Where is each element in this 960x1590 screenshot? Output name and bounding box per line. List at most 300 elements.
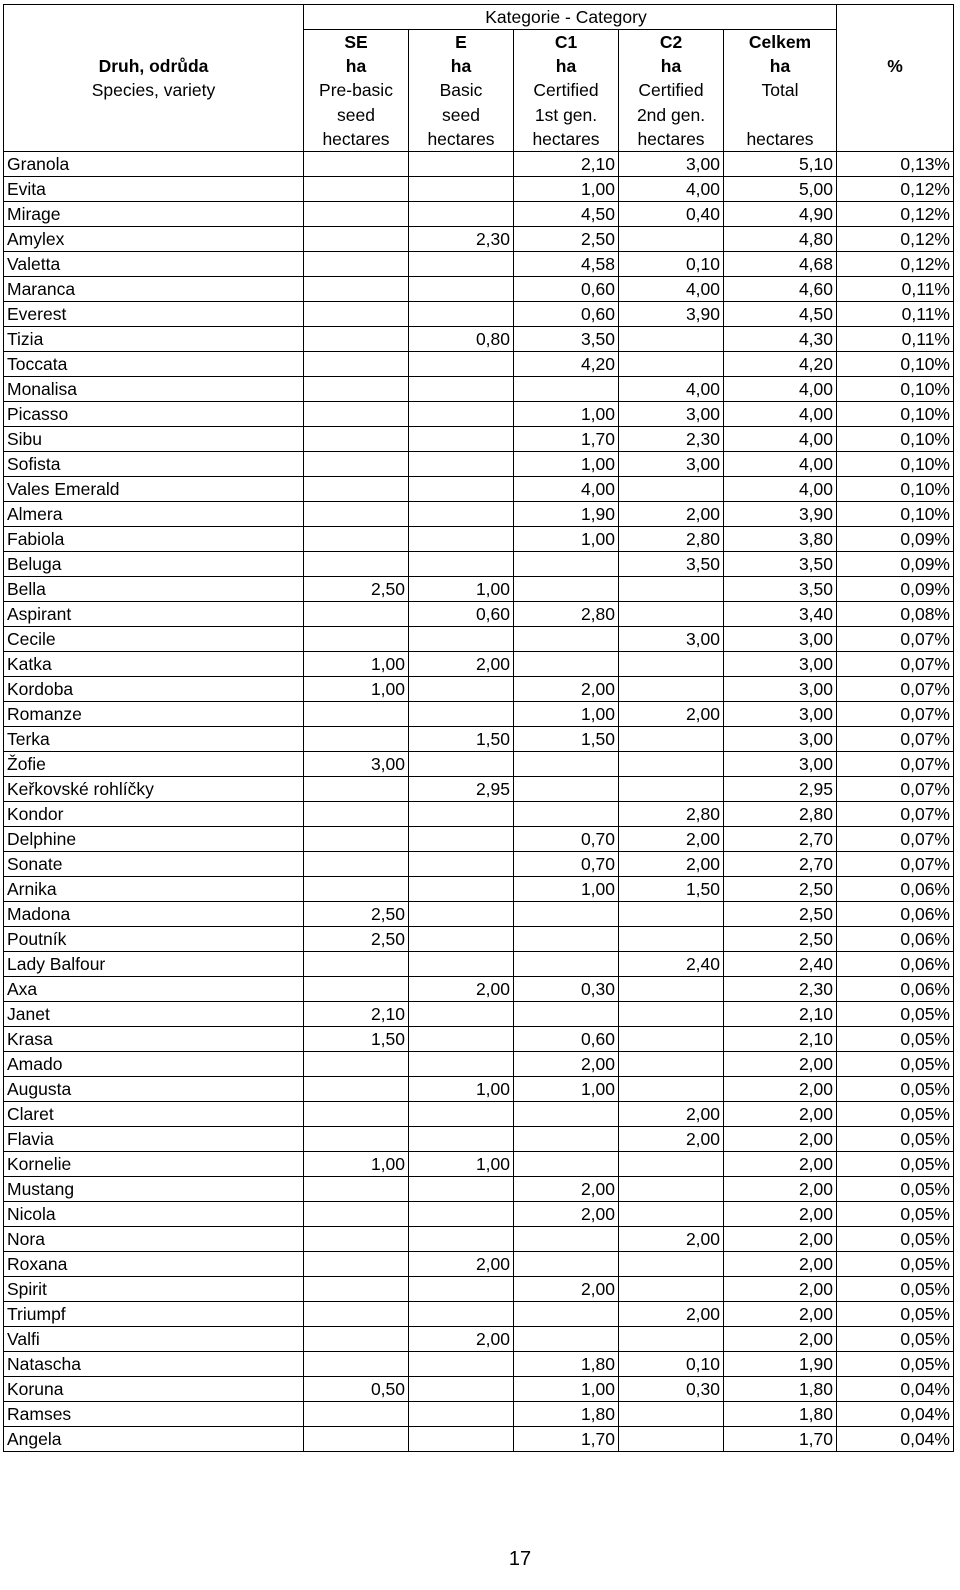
e-value bbox=[409, 1376, 514, 1401]
se-value: 2,50 bbox=[304, 926, 409, 951]
c2-value bbox=[619, 726, 724, 751]
percent-value: 0,06% bbox=[837, 976, 954, 1001]
percent-value: 0,07% bbox=[837, 751, 954, 776]
se-value: 1,50 bbox=[304, 1026, 409, 1051]
table-row bbox=[4, 251, 954, 276]
variety-name: Mustang bbox=[4, 1176, 304, 1201]
percent-value: 0,12% bbox=[837, 251, 954, 276]
c1-value: 1,00 bbox=[514, 176, 619, 201]
se-value bbox=[304, 276, 409, 301]
table-row bbox=[4, 1226, 954, 1251]
header-corner bbox=[4, 5, 304, 30]
table-row bbox=[4, 1126, 954, 1151]
e-value bbox=[409, 176, 514, 201]
se-value bbox=[304, 351, 409, 376]
total-value: 2,00 bbox=[724, 1176, 837, 1201]
e-value bbox=[409, 251, 514, 276]
total-value: 4,80 bbox=[724, 226, 837, 251]
table-row bbox=[4, 951, 954, 976]
e-value bbox=[409, 301, 514, 326]
total-value: 3,50 bbox=[724, 551, 837, 576]
variety-name: Janet bbox=[4, 1001, 304, 1026]
variety-name: Ramses bbox=[4, 1401, 304, 1426]
total-value: 2,00 bbox=[724, 1051, 837, 1076]
percent-value: 0,07% bbox=[837, 801, 954, 826]
c2-value: 2,00 bbox=[619, 1301, 724, 1326]
percent-value: 0,11% bbox=[837, 276, 954, 301]
variety-name: Valfi bbox=[4, 1326, 304, 1351]
percent-value: 0,05% bbox=[837, 1101, 954, 1126]
percent-value: 0,07% bbox=[837, 701, 954, 726]
table-row bbox=[4, 1251, 954, 1276]
se-value bbox=[304, 1401, 409, 1426]
total-value: 4,00 bbox=[724, 426, 837, 451]
c2-value: 2,00 bbox=[619, 701, 724, 726]
table-row bbox=[4, 1301, 954, 1326]
se-value bbox=[304, 301, 409, 326]
e-value bbox=[409, 1401, 514, 1426]
c1-value bbox=[514, 1301, 619, 1326]
c1-value bbox=[514, 776, 619, 801]
c1-value bbox=[514, 1226, 619, 1251]
e-value bbox=[409, 276, 514, 301]
hectares-c1: hectares bbox=[514, 127, 619, 152]
e-value bbox=[409, 1301, 514, 1326]
c2-value: 2,00 bbox=[619, 1226, 724, 1251]
e-value bbox=[409, 351, 514, 376]
variety-name: Evita bbox=[4, 176, 304, 201]
se-value: 1,00 bbox=[304, 676, 409, 701]
percent-value: 0,10% bbox=[837, 451, 954, 476]
percent-value: 0,10% bbox=[837, 401, 954, 426]
variety-name: Picasso bbox=[4, 401, 304, 426]
c2-value: 0,10 bbox=[619, 1351, 724, 1376]
variety-name: Toccata bbox=[4, 351, 304, 376]
percent-value: 0,05% bbox=[837, 1126, 954, 1151]
desc-c1: Certified bbox=[514, 78, 619, 102]
c1-value: 0,60 bbox=[514, 1026, 619, 1051]
table-row bbox=[4, 1401, 954, 1426]
variety-name: Krasa bbox=[4, 1026, 304, 1051]
se-value bbox=[304, 476, 409, 501]
e-value bbox=[409, 751, 514, 776]
total-value: 2,00 bbox=[724, 1326, 837, 1351]
variety-name: Kordoba bbox=[4, 676, 304, 701]
c1-value: 2,00 bbox=[514, 1051, 619, 1076]
variety-name: Lady Balfour bbox=[4, 951, 304, 976]
table-row bbox=[4, 1176, 954, 1201]
e-value bbox=[409, 851, 514, 876]
total-value: 4,90 bbox=[724, 201, 837, 226]
c2-value bbox=[619, 1251, 724, 1276]
c2-value: 2,80 bbox=[619, 526, 724, 551]
c2-value bbox=[619, 326, 724, 351]
percent-value: 0,10% bbox=[837, 476, 954, 501]
desc2-se: seed bbox=[304, 103, 409, 127]
percent-value: 0,06% bbox=[837, 901, 954, 926]
e-value bbox=[409, 1351, 514, 1376]
se-value bbox=[304, 526, 409, 551]
e-value bbox=[409, 201, 514, 226]
code-c1: C1 bbox=[514, 30, 619, 55]
percent-value: 0,06% bbox=[837, 951, 954, 976]
se-value bbox=[304, 1051, 409, 1076]
percent-value: 0,05% bbox=[837, 1301, 954, 1326]
variety-name: Žofie bbox=[4, 751, 304, 776]
table-row bbox=[4, 826, 954, 851]
se-value: 1,00 bbox=[304, 1151, 409, 1176]
total-value: 3,00 bbox=[724, 701, 837, 726]
se-value bbox=[304, 1201, 409, 1226]
total-value: 1,70 bbox=[724, 1426, 837, 1451]
c1-value: 2,10 bbox=[514, 151, 619, 176]
table-row bbox=[4, 651, 954, 676]
table-row bbox=[4, 676, 954, 701]
variety-name: Arnika bbox=[4, 876, 304, 901]
table-row bbox=[4, 276, 954, 301]
se-value bbox=[304, 1276, 409, 1301]
total-value: 2,00 bbox=[724, 1126, 837, 1151]
table-row bbox=[4, 1276, 954, 1301]
se-value bbox=[304, 151, 409, 176]
table-row bbox=[4, 751, 954, 776]
c2-value bbox=[619, 1401, 724, 1426]
total-value: 2,50 bbox=[724, 901, 837, 926]
variety-name: Everest bbox=[4, 301, 304, 326]
c2-value bbox=[619, 1076, 724, 1101]
c1-value: 1,50 bbox=[514, 726, 619, 751]
percent-value: 0,07% bbox=[837, 776, 954, 801]
c2-value bbox=[619, 776, 724, 801]
total-value: 2,00 bbox=[724, 1101, 837, 1126]
c2-value: 3,00 bbox=[619, 626, 724, 651]
se-value bbox=[304, 1326, 409, 1351]
c1-value: 0,70 bbox=[514, 851, 619, 876]
c2-value: 2,00 bbox=[619, 501, 724, 526]
c1-value: 4,50 bbox=[514, 201, 619, 226]
c1-value: 1,00 bbox=[514, 401, 619, 426]
c2-value bbox=[619, 751, 724, 776]
c1-value bbox=[514, 376, 619, 401]
table-row bbox=[4, 926, 954, 951]
code-c2: C2 bbox=[619, 30, 724, 55]
c1-value: 1,00 bbox=[514, 701, 619, 726]
table-row bbox=[4, 1326, 954, 1351]
se-value bbox=[304, 376, 409, 401]
table-row bbox=[4, 326, 954, 351]
e-value bbox=[409, 901, 514, 926]
e-value: 1,50 bbox=[409, 726, 514, 751]
table-row bbox=[4, 476, 954, 501]
variety-name: Koruna bbox=[4, 1376, 304, 1401]
se-value bbox=[304, 176, 409, 201]
percent-value: 0,07% bbox=[837, 851, 954, 876]
e-value bbox=[409, 401, 514, 426]
table-body bbox=[4, 151, 954, 1451]
code-total: Celkem bbox=[724, 30, 837, 55]
variety-name: Kondor bbox=[4, 801, 304, 826]
percent-value: 0,12% bbox=[837, 226, 954, 251]
total-value: 4,68 bbox=[724, 251, 837, 276]
percent-value: 0,09% bbox=[837, 551, 954, 576]
se-value bbox=[304, 851, 409, 876]
variety-name: Amylex bbox=[4, 226, 304, 251]
e-value bbox=[409, 951, 514, 976]
total-value: 5,10 bbox=[724, 151, 837, 176]
se-value bbox=[304, 826, 409, 851]
variety-name: Beluga bbox=[4, 551, 304, 576]
code-e: E bbox=[409, 30, 514, 55]
percent-value: 0,13% bbox=[837, 151, 954, 176]
table-row bbox=[4, 1376, 954, 1401]
table-row bbox=[4, 1001, 954, 1026]
percent-value: 0,05% bbox=[837, 1276, 954, 1301]
c2-value: 2,00 bbox=[619, 826, 724, 851]
total-value: 5,00 bbox=[724, 176, 837, 201]
c1-value: 0,60 bbox=[514, 276, 619, 301]
total-value: 3,40 bbox=[724, 601, 837, 626]
se-value: 1,00 bbox=[304, 651, 409, 676]
c1-value bbox=[514, 1151, 619, 1176]
variety-name: Granola bbox=[4, 151, 304, 176]
variety-name: Tizia bbox=[4, 326, 304, 351]
desc2-e: seed bbox=[409, 103, 514, 127]
total-value: 4,00 bbox=[724, 476, 837, 501]
total-value: 2,00 bbox=[724, 1301, 837, 1326]
se-value bbox=[304, 401, 409, 426]
c1-value bbox=[514, 951, 619, 976]
table-row bbox=[4, 626, 954, 651]
code-se: SE bbox=[304, 30, 409, 55]
c2-value bbox=[619, 1151, 724, 1176]
total-value: 2,00 bbox=[724, 1226, 837, 1251]
se-value bbox=[304, 1251, 409, 1276]
table-row bbox=[4, 1101, 954, 1126]
variety-name: Sonate bbox=[4, 851, 304, 876]
c1-value bbox=[514, 901, 619, 926]
variety-name: Vales Emerald bbox=[4, 476, 304, 501]
species-label-cz: Druh, odrůda bbox=[4, 54, 304, 78]
c1-value: 4,00 bbox=[514, 476, 619, 501]
se-value: 2,50 bbox=[304, 576, 409, 601]
c1-value bbox=[514, 801, 619, 826]
e-value bbox=[409, 876, 514, 901]
percent-value: 0,04% bbox=[837, 1376, 954, 1401]
c1-value bbox=[514, 626, 619, 651]
e-value bbox=[409, 676, 514, 701]
c1-value: 0,60 bbox=[514, 301, 619, 326]
se-value: 2,50 bbox=[304, 901, 409, 926]
percent-value: 0,05% bbox=[837, 1076, 954, 1101]
c1-value: 2,00 bbox=[514, 676, 619, 701]
total-value: 4,60 bbox=[724, 276, 837, 301]
e-value bbox=[409, 801, 514, 826]
percent-value: 0,10% bbox=[837, 501, 954, 526]
e-value bbox=[409, 1426, 514, 1451]
c2-value: 0,40 bbox=[619, 201, 724, 226]
total-value: 2,40 bbox=[724, 951, 837, 976]
c2-value: 2,00 bbox=[619, 1101, 724, 1126]
se-value bbox=[304, 1076, 409, 1101]
c2-value: 1,50 bbox=[619, 876, 724, 901]
table-row bbox=[4, 451, 954, 476]
percent-value: 0,09% bbox=[837, 526, 954, 551]
se-value bbox=[304, 1351, 409, 1376]
table-row bbox=[4, 576, 954, 601]
percent-value: 0,10% bbox=[837, 351, 954, 376]
total-value: 2,10 bbox=[724, 1001, 837, 1026]
total-value: 1,80 bbox=[724, 1376, 837, 1401]
se-value bbox=[304, 1301, 409, 1326]
table-row bbox=[4, 201, 954, 226]
e-value bbox=[409, 1026, 514, 1051]
se-value bbox=[304, 626, 409, 651]
total-value: 3,00 bbox=[724, 726, 837, 751]
e-value bbox=[409, 626, 514, 651]
variety-name: Spirit bbox=[4, 1276, 304, 1301]
percent-header: % bbox=[837, 54, 954, 78]
variety-name: Almera bbox=[4, 501, 304, 526]
c2-value: 4,00 bbox=[619, 176, 724, 201]
c2-value bbox=[619, 1276, 724, 1301]
table-row bbox=[4, 551, 954, 576]
c1-value: 2,00 bbox=[514, 1276, 619, 1301]
c2-value bbox=[619, 1326, 724, 1351]
se-value bbox=[304, 1426, 409, 1451]
percent-value: 0,09% bbox=[837, 576, 954, 601]
percent-value: 0,06% bbox=[837, 876, 954, 901]
total-value: 2,10 bbox=[724, 1026, 837, 1051]
table-row bbox=[4, 151, 954, 176]
variety-name: Romanze bbox=[4, 701, 304, 726]
c1-value: 4,58 bbox=[514, 251, 619, 276]
e-value bbox=[409, 1101, 514, 1126]
c2-value bbox=[619, 901, 724, 926]
c2-value: 2,00 bbox=[619, 1126, 724, 1151]
se-value bbox=[304, 251, 409, 276]
percent-value: 0,05% bbox=[837, 1026, 954, 1051]
table-row bbox=[4, 1076, 954, 1101]
se-value bbox=[304, 451, 409, 476]
c1-value bbox=[514, 651, 619, 676]
c1-value: 0,30 bbox=[514, 976, 619, 1001]
c1-value: 1,00 bbox=[514, 451, 619, 476]
table-row bbox=[4, 1426, 954, 1451]
percent-value: 0,10% bbox=[837, 426, 954, 451]
e-value: 2,30 bbox=[409, 226, 514, 251]
c1-value bbox=[514, 926, 619, 951]
e-value bbox=[409, 451, 514, 476]
total-value: 2,80 bbox=[724, 801, 837, 826]
e-value: 2,00 bbox=[409, 651, 514, 676]
se-value bbox=[304, 601, 409, 626]
variety-name: Aspirant bbox=[4, 601, 304, 626]
e-value bbox=[409, 1176, 514, 1201]
percent-value: 0,07% bbox=[837, 651, 954, 676]
se-value bbox=[304, 701, 409, 726]
table-row bbox=[4, 726, 954, 751]
desc2-c2: 2nd gen. bbox=[619, 103, 724, 127]
species-label-en: Species, variety bbox=[4, 78, 304, 102]
percent-value: 0,05% bbox=[837, 1001, 954, 1026]
unit-total: ha bbox=[724, 54, 837, 78]
c2-value: 3,00 bbox=[619, 151, 724, 176]
variety-name: Nora bbox=[4, 1226, 304, 1251]
variety-name: Roxana bbox=[4, 1251, 304, 1276]
se-value bbox=[304, 976, 409, 1001]
se-value: 3,00 bbox=[304, 751, 409, 776]
e-value bbox=[409, 551, 514, 576]
table-row bbox=[4, 901, 954, 926]
percent-value: 0,05% bbox=[837, 1251, 954, 1276]
table-row bbox=[4, 176, 954, 201]
e-value: 0,80 bbox=[409, 326, 514, 351]
variety-name: Mirage bbox=[4, 201, 304, 226]
total-value: 3,80 bbox=[724, 526, 837, 551]
total-value: 3,90 bbox=[724, 501, 837, 526]
c1-value: 0,70 bbox=[514, 826, 619, 851]
variety-name: Delphine bbox=[4, 826, 304, 851]
c2-value: 0,30 bbox=[619, 1376, 724, 1401]
c2-value bbox=[619, 476, 724, 501]
percent-value: 0,08% bbox=[837, 601, 954, 626]
table-row bbox=[4, 876, 954, 901]
e-value bbox=[409, 1126, 514, 1151]
variety-name: Valetta bbox=[4, 251, 304, 276]
se-value bbox=[304, 1126, 409, 1151]
c1-value: 1,00 bbox=[514, 526, 619, 551]
c2-value bbox=[619, 601, 724, 626]
percent-value: 0,05% bbox=[837, 1201, 954, 1226]
variety-name: Terka bbox=[4, 726, 304, 751]
percent-value: 0,05% bbox=[837, 1151, 954, 1176]
percent-value: 0,05% bbox=[837, 1326, 954, 1351]
variety-name: Kornelie bbox=[4, 1151, 304, 1176]
table-row bbox=[4, 376, 954, 401]
percent-value: 0,12% bbox=[837, 176, 954, 201]
e-value bbox=[409, 376, 514, 401]
table-row bbox=[4, 426, 954, 451]
variety-name: Angela bbox=[4, 1426, 304, 1451]
se-value bbox=[304, 776, 409, 801]
variety-area-table bbox=[3, 4, 954, 1452]
c2-value: 2,40 bbox=[619, 951, 724, 976]
e-value: 1,00 bbox=[409, 576, 514, 601]
table-row bbox=[4, 1201, 954, 1226]
e-value bbox=[409, 1276, 514, 1301]
total-value: 3,50 bbox=[724, 576, 837, 601]
total-value: 4,20 bbox=[724, 351, 837, 376]
total-value: 4,00 bbox=[724, 376, 837, 401]
se-value bbox=[304, 201, 409, 226]
percent-value: 0,07% bbox=[837, 826, 954, 851]
c1-value: 1,90 bbox=[514, 501, 619, 526]
desc2-total bbox=[724, 103, 837, 127]
se-value bbox=[304, 426, 409, 451]
total-value: 3,00 bbox=[724, 676, 837, 701]
se-value bbox=[304, 1226, 409, 1251]
desc-c2: Certified bbox=[619, 78, 724, 102]
se-value bbox=[304, 551, 409, 576]
variety-name: Bella bbox=[4, 576, 304, 601]
c2-value bbox=[619, 226, 724, 251]
desc2-c1: 1st gen. bbox=[514, 103, 619, 127]
c1-value: 2,00 bbox=[514, 1201, 619, 1226]
desc-se: Pre-basic bbox=[304, 78, 409, 102]
table-row bbox=[4, 601, 954, 626]
table-row bbox=[4, 226, 954, 251]
table-row bbox=[4, 301, 954, 326]
